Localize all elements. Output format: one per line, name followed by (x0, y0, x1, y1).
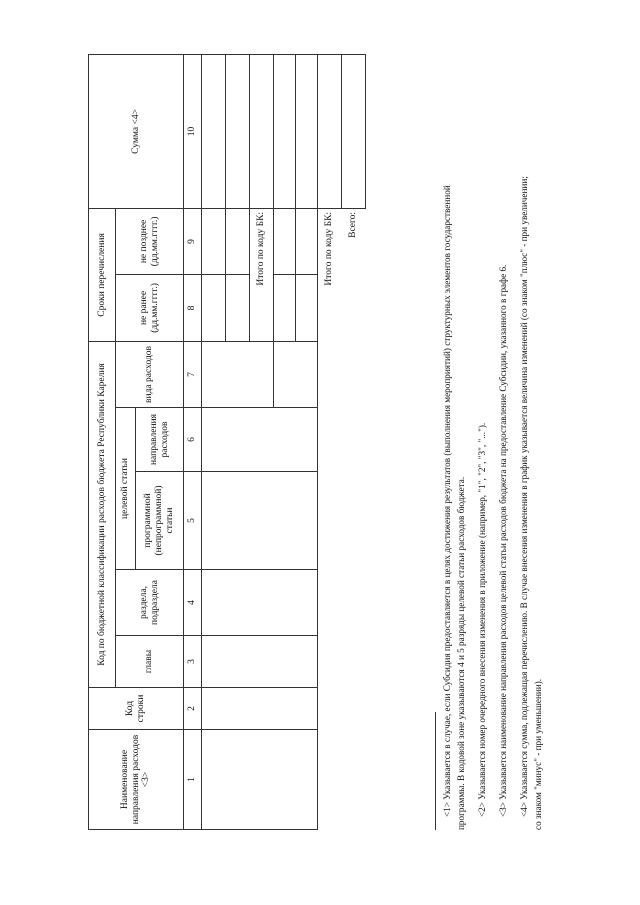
cell-sum (296, 54, 318, 208)
cell-notbefore (296, 274, 318, 341)
col-number: 6 (184, 408, 202, 472)
col-number: 8 (184, 274, 202, 341)
cell-notbefore (202, 274, 226, 341)
header-notbefore: не ранее (дд.мм.гггг.) (116, 274, 184, 341)
header-program: программной (непрограммной) статьи (136, 472, 184, 570)
cell-direction (202, 408, 318, 472)
column-numbers-row (184, 54, 202, 829)
footnote-4: <4> Указывается сумма, подлежащая перечислению. В случае внесения изменения в график указывается величина изменений (со знаком "плюс" - при увеличении; (519, 176, 529, 817)
header-terms: Сроки перечисления (89, 208, 116, 341)
header-bk: Код по бюджетной классификации расходов бюджета Республики Карелия (89, 341, 116, 687)
cell-sum (274, 54, 296, 208)
table-row (318, 54, 342, 829)
total-bk-label: Итого по коду БК: (324, 211, 335, 286)
footnote-1: <1> Указывается в случае, если Субсидия предоставляется в целях достижения результатов (выполнения мероприятий) структурных элементов государственной (442, 185, 452, 817)
header-name: Наименование направления расходов <3> (89, 730, 184, 830)
cell-code (202, 688, 318, 730)
cell-sum (318, 54, 342, 208)
header-target: целевой статьи (116, 408, 136, 570)
cell-exptype (202, 341, 274, 407)
cell-notlater (226, 208, 250, 274)
cell-notbefore (226, 274, 250, 341)
cell-name (202, 730, 318, 830)
header-direction: направления расходов (136, 408, 184, 472)
header-exptype: вида расходов (116, 341, 184, 407)
col-number: 9 (184, 208, 202, 274)
col-number: 4 (184, 570, 202, 636)
header-code: Код строки (89, 688, 184, 730)
footnote-3: <3> Указывается наименование направления расходов целевой статьи расходов бюджета на предоставление Субсидии, указанного в графе 6. (498, 264, 508, 817)
payment-schedule-table (88, 54, 366, 830)
cell-notlater (274, 208, 296, 274)
total-bk-label: Итого по коду БК: (250, 208, 274, 341)
cell-sum (250, 54, 274, 208)
cell-program (202, 472, 318, 570)
header-notlater: не позднее (дд.мм.гггг.) (116, 208, 184, 274)
cell-sum (226, 54, 250, 208)
footnote-separator (435, 712, 436, 830)
header-sum: Сумма <4> (89, 54, 184, 208)
footnote-4-cont: со знаком "минус" - при уменьшении). (533, 678, 543, 830)
col-number: 3 (184, 636, 202, 688)
table-row (202, 54, 226, 829)
cell-notlater (296, 208, 318, 274)
col-number: 5 (184, 472, 202, 570)
cell-exptype (274, 341, 318, 407)
header-section: раздела, подраздела (116, 570, 184, 636)
col-number: 10 (184, 54, 202, 208)
blank-cell (342, 408, 366, 830)
cell-notbefore (274, 274, 296, 341)
cell-sum (342, 54, 366, 208)
footnote-1-cont: программы. В кодовой зоне указываются 4 и 5 разряды целевой статьи расходов бюджета. (456, 476, 466, 830)
col-number: 2 (184, 688, 202, 730)
footnote-2: <2> Указывается номер очередного внесения изменения в приложение (например, "1", "2", "3", "..."). (477, 422, 487, 817)
header-chapter: главы (116, 636, 184, 688)
total-label: Всего: (348, 211, 359, 238)
cell-section (202, 570, 318, 636)
cell-notlater (202, 208, 226, 274)
blank-cell (318, 408, 342, 830)
cell-sum (202, 54, 226, 208)
col-number: 7 (184, 341, 202, 407)
cell-chapter (202, 636, 318, 688)
table-row (342, 54, 366, 829)
col-number: 1 (184, 730, 202, 830)
